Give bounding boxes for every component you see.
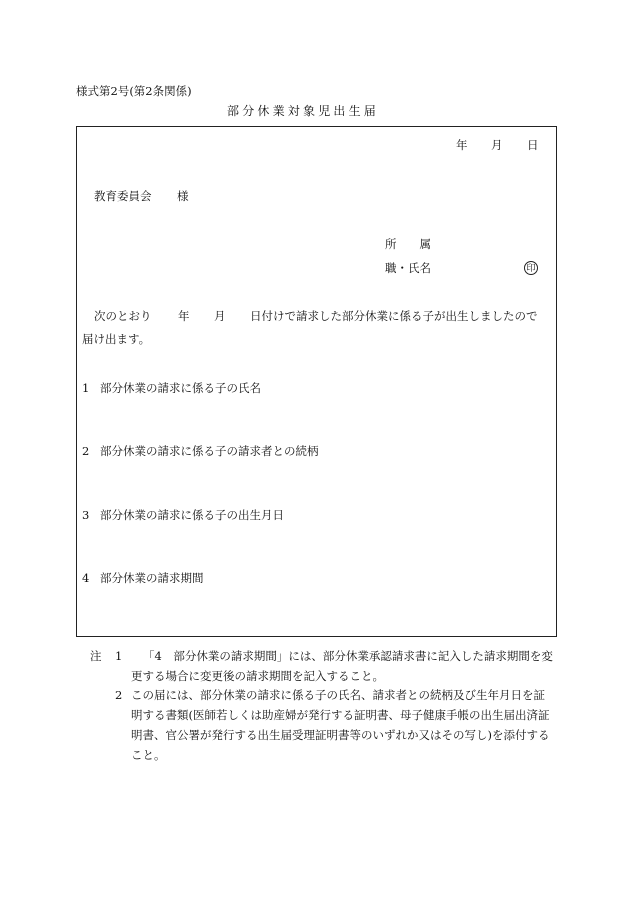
position-name-label: 職・氏名 xyxy=(385,261,431,275)
affiliation-label: 所 属 xyxy=(385,237,431,251)
item-4-number: 4 xyxy=(82,571,90,585)
body-text-rest: 日付けで請求した部分休業に係る子が出生しましたので xyxy=(250,309,538,323)
note-2-line-1: この届には、部分休業の請求に係る子の氏名、請求者との続柄及び生年月日を証 xyxy=(131,688,545,702)
form-title: 部分休業対象児出生届 xyxy=(227,104,380,118)
item-3-label: 部分休業の請求に係る子の出生月日 xyxy=(100,508,284,522)
item-1-label: 部分休業の請求に係る子の氏名 xyxy=(100,381,261,395)
note-2-number: 2 xyxy=(115,688,123,702)
item-2-number: 2 xyxy=(82,444,90,458)
note-1-line-2: 更する場合に変更後の請求期間を記入すること。 xyxy=(131,669,384,683)
item-1-number: 1 xyxy=(82,381,90,395)
date-month-label: 月 xyxy=(491,138,503,152)
form-number: 様式第2号(第2条関係) xyxy=(76,84,192,98)
body-text-line2: 届け出ます。 xyxy=(82,332,151,346)
item-2-label: 部分休業の請求に係る子の請求者との続柄 xyxy=(100,444,319,458)
note-2-line-3: 明書、官公署が発行する出生届受理証明書等のいずれか又はその写し)を添付する xyxy=(131,728,550,742)
seal-mark: 印 xyxy=(524,261,538,275)
body-month-label: 月 xyxy=(214,309,226,323)
note-1-number: 1 xyxy=(115,649,123,663)
addressee-honorific: 様 xyxy=(177,189,189,203)
date-day-label: 日 xyxy=(527,138,539,152)
note-2-line-2: 明する書類(医師若しくは助産婦が発行する証明書、母子健康手帳の出生届出済証 xyxy=(131,708,550,722)
body-text-start: 次のとおり xyxy=(94,309,152,323)
addressee-name: 教育委員会 xyxy=(94,189,152,203)
note-2-line-4: こと。 xyxy=(131,748,166,762)
date-year-label: 年 xyxy=(456,138,468,152)
notes-label: 注 xyxy=(90,649,102,663)
note-1-line-1: 「4 部分休業の請求期間」には、部分休業承認請求書に記入した請求期間を変 xyxy=(143,649,553,663)
item-4-label: 部分休業の請求期間 xyxy=(100,571,204,585)
body-year-label: 年 xyxy=(178,309,190,323)
item-3-number: 3 xyxy=(82,508,90,522)
